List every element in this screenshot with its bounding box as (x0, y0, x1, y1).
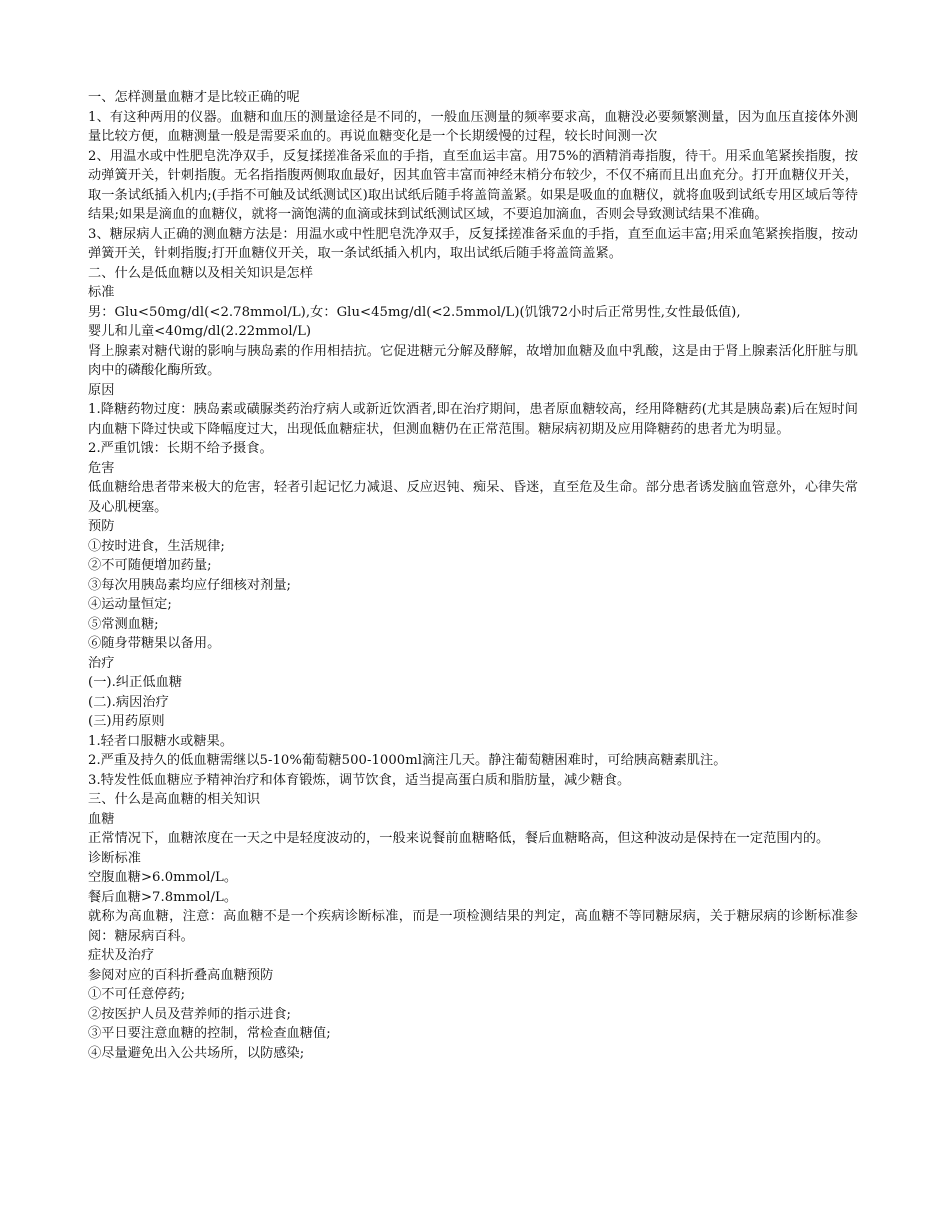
list-item: ⑤常测血糖; (88, 616, 159, 632)
paragraph: 空腹血糖>6.0mmol/L。 (88, 870, 238, 885)
subheading-blood-sugar: 血糖 (88, 811, 115, 827)
paragraph: 肾上腺素对糖代谢的影响与胰岛素的作用相拮抗。它促进糖元分解及酵解，故增加血糖及血中乳酸，这是由于肾上腺素活化肝脏与肌肉中的磷酸化酶所致。 (88, 343, 858, 378)
subheading-symptoms: 症状及治疗 (88, 948, 155, 963)
paragraph: 正常情况下，血糖浓度在一天之中是轻度波动的，一般来说餐前血糖略低，餐后血糖略高，但这种波动是保持在一定范围内的。 (88, 831, 830, 846)
subheading-treatment: 治疗 (88, 655, 115, 671)
subheading-prevention: 预防 (88, 519, 115, 534)
section-heading-3: 三、什么是高血糖的相关知识 (88, 792, 261, 807)
paragraph: 1.降糖药物过度：胰岛素或磺脲类药治疗病人或新近饮酒者,即在治疗期间，患者原血糖较高，经用降糖药(尤其是胰岛素)后在短时间内血糖下降过快或下降幅度过大，出现低血糖症状，但测血糖仍在正常范围。糖尿病初期及应用降糖药的患者尤为明显。 (88, 402, 858, 437)
list-item: ③平日要注意血糖的控制，常检查血糖值; (88, 1026, 331, 1041)
subheading-standard: 标准 (88, 285, 115, 300)
paragraph: 就称为高血糖，注意：高血糖不是一个疾病诊断标准，而是一项检测结果的判定，高血糖不等同糖尿病，关于糖尿病的诊断标准参阅：糖尿病百科。 (88, 909, 858, 944)
paragraph: 参阅对应的百科折叠高血糖预防 (88, 967, 274, 983)
list-item: ②按医护人员及营养师的指示进食; (88, 1006, 292, 1022)
paragraph: 3、糖尿病人正确的测血糖方法是：用温水或中性肥皂洗净双手，反复揉搓准备采血的手指，直至血运丰富;用采血笔紧挨指腹，按动弹簧开关，针刺指腹;打开血糖仪开关，取一条试纸插入机内，取出试纸后随手将盖筒盖紧。 (88, 226, 858, 261)
list-item: 2.严重及持久的低血糖需继以5-10%葡萄糖500-1000ml滴注几天。静注葡萄糖困难时，可给胰高糖素肌注。 (88, 753, 727, 768)
paragraph: 男：Glu<50mg/dl(<2.78mmol/L),女：Glu<45mg/dl(<2.5mmol/L)(饥饿72小时后正常男性,女性最低值), (88, 304, 741, 320)
section-heading-2: 二、什么是低血糖以及相关知识是怎样 (88, 265, 314, 281)
list-item: ①不可任意停药; (88, 987, 186, 1002)
paragraph: 低血糖给患者带来极大的危害，轻者引起记忆力减退、反应迟钝、痴呆、昏迷，直至危及生命。部分患者诱发脑血管意外，心律失常及心肌梗塞。 (88, 480, 858, 515)
list-item: 1.轻者口服糖水或糖果。 (88, 733, 234, 749)
list-item: ④尽量避免出入公共场所，以防感染; (88, 1045, 305, 1061)
paragraph: 2、用温水或中性肥皂洗净双手，反复揉搓准备采血的手指，直至血运丰富。用75%的酒精消毒指腹，待干。用采血笔紧挨指腹，按动弹簧开关，针刺指腹。无名指指腹两侧取血最好，因其血管丰富而神经末梢分布较少，不仅不痛而且出血充分。打开血糖仪开关，取一条试纸插入机内;(手指不可触及试纸测试区)取出试纸后随手将盖筒盖紧。如果是吸血的血糖仪，就将血吸到试纸专用区域后等待结果;如果是滴血的血糖仪，就将一滴饱满的血滴或抹到试纸测试区域，不要追加滴血，否则会导致测试结果不准确。 (88, 148, 858, 222)
paragraph: 婴儿和儿童<40mg/dl(2.22mmol/L) (88, 324, 312, 339)
subheading-diagnosis: 诊断标准 (88, 850, 141, 866)
list-item: 3.特发性低血糖应予精神治疗和体育锻炼，调节饮食，适当提高蛋白质和脂肪量，减少糖食。 (88, 772, 631, 788)
subheading-cause: 原因 (88, 382, 115, 398)
list-item: ⑥随身带糖果以备用。 (88, 636, 221, 651)
document-body (88, 88, 858, 1063)
paragraph: 2.严重饥饿：长期不给予摄食。 (88, 441, 273, 456)
list-item: ②不可随便增加药量; (88, 558, 212, 573)
paragraph: 1、有这种两用的仪器。血糖和血压的测量途径是不同的，一般血压测量的频率要求高，血糖没必要频繁测量，因为血压直接体外测量比较方便，血糖测量一般是需要采血的。再说血糖变化是一个长期缓慢的过程，较长时间测一次 (88, 109, 858, 144)
paragraph: 餐后血糖>7.8mmol/L。 (88, 889, 238, 905)
list-item: (二).病因治疗 (88, 694, 169, 710)
list-item: (三)用药原则 (88, 714, 165, 729)
list-item: ①按时进食，生活规律; (88, 538, 225, 554)
list-item: ③每次用胰岛素均应仔细核对剂量; (88, 577, 292, 593)
list-item: (一).纠正低血糖 (88, 675, 183, 690)
section-heading-1: 一、怎样测量血糖才是比较正确的呢 (88, 90, 300, 105)
subheading-harm: 危害 (88, 460, 115, 476)
list-item: ④运动量恒定; (88, 597, 172, 612)
